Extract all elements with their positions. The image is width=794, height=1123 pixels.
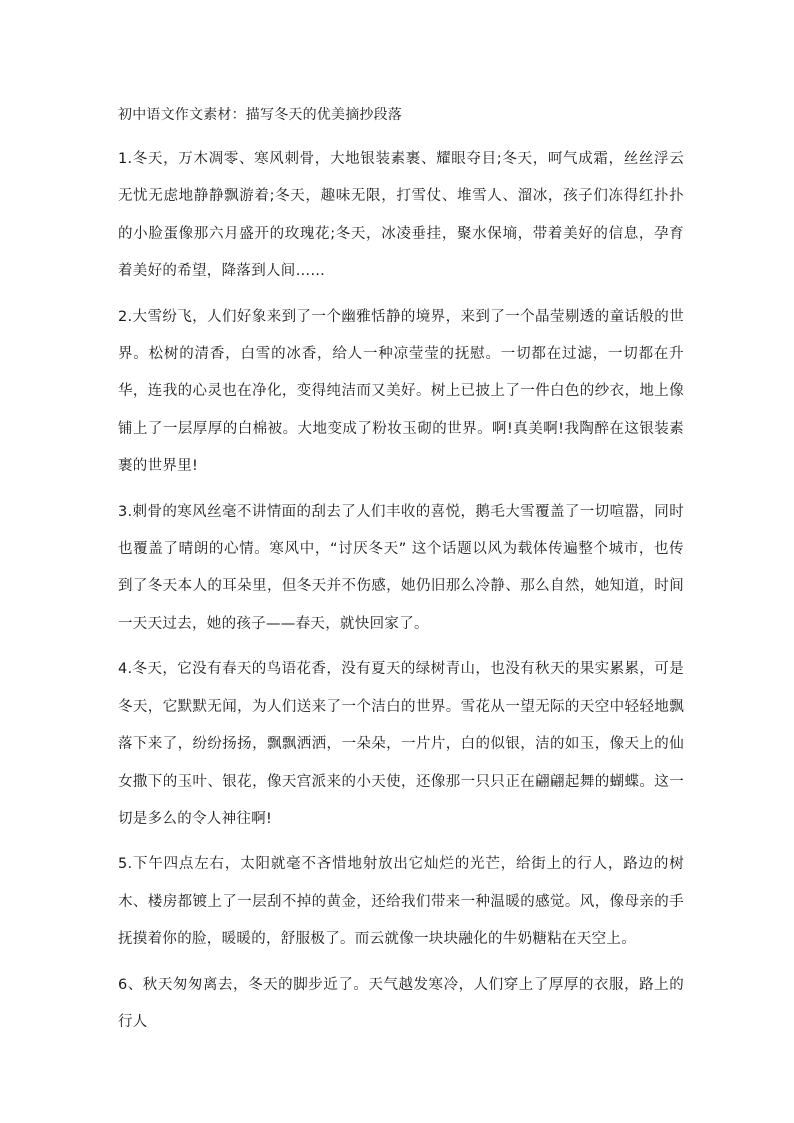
paragraph-4: 4.冬天，它没有春天的鸟语花香，没有夏天的绿树青山，也没有秋天的果实累累，可是冬天，它默默无闻，为人们送来了一个洁白的世界。雪花从一望无际的天空中轻轻地飘落下来了，纷纷扬扬，飘飘洒洒，一朵朵，一片片，白的似银，洁的如玉，像天上的仙女撒下的玉叶、银花，像天宫派来的小天使，还像那一只只正在翩翩起舞的蝴蝶。这一切是多么的令人神往啊! [118, 661, 684, 827]
paragraph-3: 3.刺骨的寒风丝毫不讲情面的刮去了人们丰收的喜悦，鹅毛大雪覆盖了一切喧嚣，同时也覆盖了晴朗的心情。寒风中，“讨厌冬天” 这个话题以风为载体传遍整个城市，也传到了冬天本人的耳朵里，但冬天并不伤感，她仍旧那么冷静、那么自然，她知道，时间一天天过去，她的孩子——春天，就快回家了。 [118, 503, 684, 632]
paragraph-2: 2.大雪纷飞，人们好象来到了一个幽雅恬静的境界，来到了一个晶莹剔透的童话般的世界。松树的清香，白雪的冰香，给人一种凉莹莹的抚慰。一切都在过滤，一切都在升华，连我的心灵也在净化，变得纯洁而又美好。树上已披上了一件白色的纱衣，地上像铺上了一层厚厚的白棉被。大地变成了粉妆玉砌的世界。啊!真美啊!我陶醉在这银装素裹的世界里! [118, 308, 684, 475]
paragraph-5: 5.下午四点左右，太阳就毫不吝惜地射放出它灿烂的光芒，给街上的行人，路边的树木、楼房都镀上了一层刮不掉的黄金，还给我们带来一种温暖的感觉。风，像母亲的手抚摸着你的脸，暖暖的，舒服极了。而云就像一块块融化的牛奶糖粘在天空上。 [118, 856, 684, 948]
document-title: 初中语文作文素材：描写冬天的优美摘抄段落 [118, 107, 402, 123]
paragraph-1: 1.冬天，万木凋零、寒风刺骨，大地银装素裹、耀眼夺目;冬天，呵气成霜，丝丝浮云无忧无虑地静静飘游着;冬天，趣味无限，打雪仗、堆雪人、溜冰，孩子们冻得红扑扑的小脸蛋像那六月盛开的玫瑰花;冬天，冰凌垂挂，聚水保墒，带着美好的信息，孕育着美好的希望，降落到人间…… [118, 151, 684, 280]
paragraph-6: 6、秋天匆匆离去，冬天的脚步近了。天气越发寒冷，人们穿上了厚厚的衣服，路上的行人 [118, 976, 684, 1030]
